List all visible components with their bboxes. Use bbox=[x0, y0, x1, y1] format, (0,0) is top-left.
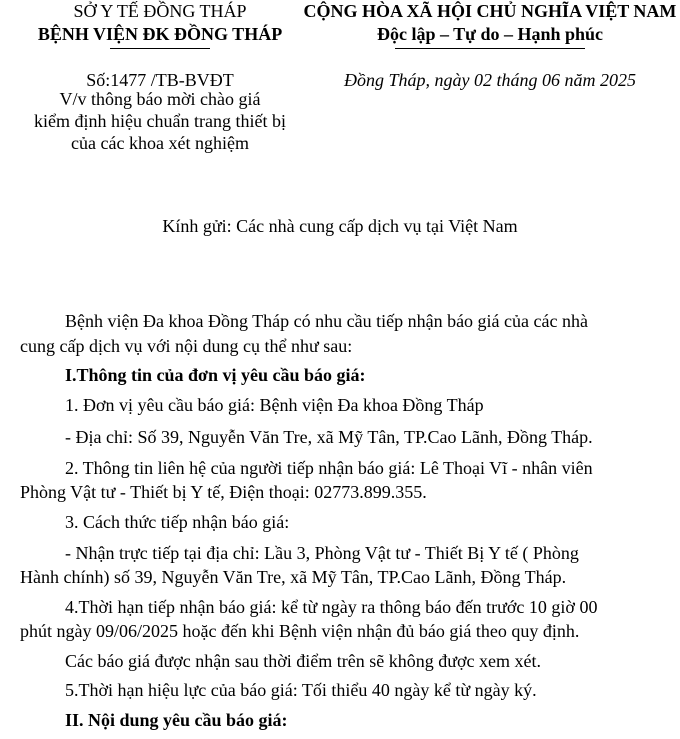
intro-line: Bệnh viện Đa khoa Đồng Tháp có nhu cầu tiếp nhận báo giá của các nhà bbox=[65, 311, 588, 331]
requester-item: 1. Đơn vị yêu cầu báo giá: Bệnh viện Đa khoa Đồng Tháp bbox=[65, 395, 484, 415]
address-item: - Địa chỉ: Số 39, Nguyễn Văn Tre, xã Mỹ Tân, TP.Cao Lãnh, Đồng Tháp. bbox=[65, 427, 593, 447]
deadline-item: phút ngày 09/06/2025 hoặc đến khi Bệnh viện nhận đủ báo giá theo quy định. bbox=[20, 621, 580, 641]
receipt-method-item: 3. Cách thức tiếp nhận báo giá: bbox=[65, 512, 290, 532]
contact-item: Phòng Vật tư - Thiết bị Y tế, Điện thoại: 02773.899.355. bbox=[20, 482, 427, 502]
country-name: CỘNG HÒA XÃ HỘI CHỦ NGHĨA VIỆT NAM bbox=[303, 1, 677, 21]
subject-line: của các khoa xét nghiệm bbox=[71, 133, 249, 153]
motto-underline bbox=[395, 48, 585, 49]
agency-name: BỆNH VIỆN ĐK ĐỒNG THÁP bbox=[37, 24, 283, 44]
subject-line: V/v thông báo mời chào giá bbox=[59, 89, 261, 109]
subject-line: kiểm định hiệu chuẩn trang thiết bị bbox=[34, 111, 286, 131]
deadline-item: 4.Thời hạn tiếp nhận báo giá: kể từ ngày ra thông báo đến trước 10 giờ 00 bbox=[65, 597, 598, 617]
issuer-underline bbox=[110, 48, 210, 49]
document-number: Số:1477 /TB-BVĐT bbox=[86, 70, 234, 90]
receipt-address-item: Hành chính) số 39, Nguyễn Văn Tre, xã Mỹ Tân, TP.Cao Lãnh, Đồng Tháp. bbox=[20, 567, 567, 587]
validity-item: 5.Thời hạn hiệu lực của báo giá: Tối thiểu 40 ngày kể từ ngày ký. bbox=[65, 680, 537, 700]
parent-agency: SỞ Y TẾ ĐỒNG THÁP bbox=[73, 1, 247, 21]
intro-line: cung cấp dịch vụ với nội dung cụ thể như sau: bbox=[20, 336, 353, 356]
contact-item: 2. Thông tin liên hệ của người tiếp nhận báo giá: Lê Thoại Vĩ - nhân viên bbox=[65, 458, 593, 478]
late-quotes-note: Các báo giá được nhận sau thời điểm trên sẽ không được xem xét. bbox=[65, 651, 541, 671]
recipient-line: Kính gửi: Các nhà cung cấp dịch vụ tại Việt Nam bbox=[162, 216, 518, 236]
section-heading: II. Nội dung yêu cầu báo giá: bbox=[65, 710, 288, 730]
national-motto: Độc lập – Tự do – Hạnh phúc bbox=[376, 24, 604, 44]
receipt-address-item: - Nhận trực tiếp tại địa chỉ: Lầu 3, Phòng Vật tư - Thiết Bị Y tế ( Phòng bbox=[65, 543, 579, 563]
place-and-date: Đồng Tháp, ngày 02 tháng 06 năm 2025 bbox=[344, 70, 636, 90]
section-heading: I.Thông tin của đơn vị yêu cầu báo giá: bbox=[65, 365, 366, 385]
